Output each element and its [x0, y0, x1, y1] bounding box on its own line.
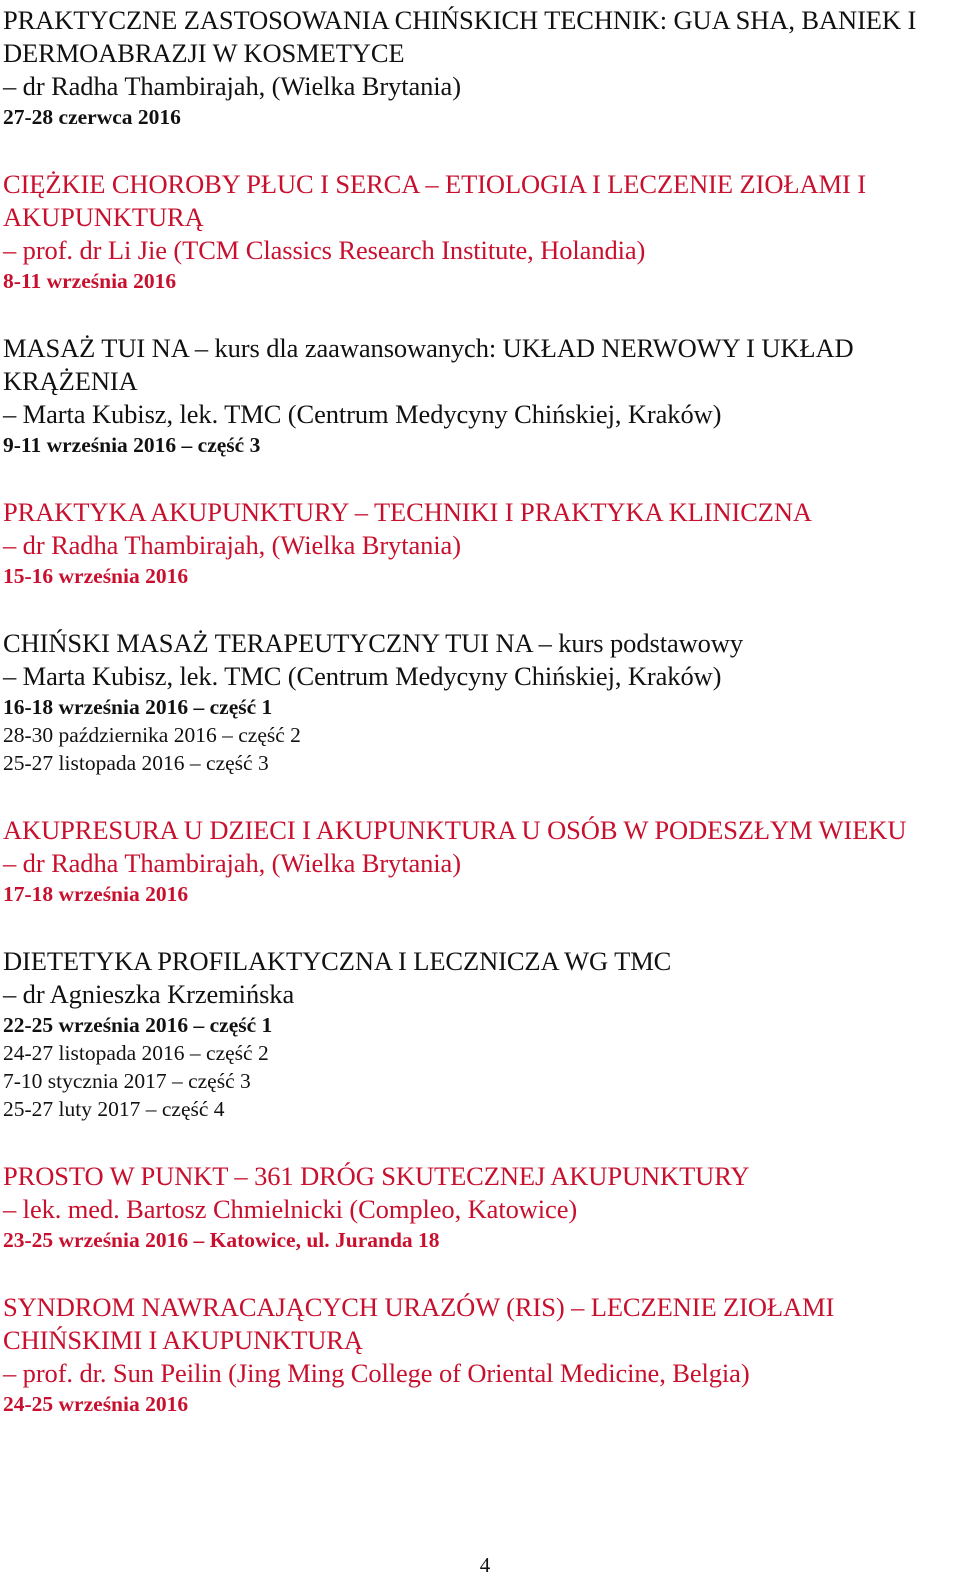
course-lecturer: – dr Radha Thambirajah, (Wielka Brytania) — [3, 71, 461, 101]
course-entry — [3, 4, 953, 131]
course-date: 25-27 luty 2017 – część 4 — [3, 1097, 225, 1121]
course-lecturer: – prof. dr. Sun Peilin (Jing Ming College of Oriental Medicine, Belgia) — [3, 1358, 750, 1388]
course-entry — [3, 627, 953, 777]
course-date: 17-18 września 2016 — [3, 882, 189, 906]
course-list — [3, 4, 953, 1418]
course-lecturer: – Marta Kubisz, lek. TMC (Centrum Medycyny Chińskiej, Kraków) — [3, 399, 722, 429]
course-title: PRAKTYKA AKUPUNKTURY – TECHNIKI I PRAKTYKA KLINICZNA — [3, 497, 812, 527]
course-entry — [3, 496, 953, 590]
course-date: 28-30 października 2016 – część 2 — [3, 723, 301, 747]
page-number: 4 — [479, 1553, 491, 1577]
course-entry — [3, 168, 953, 295]
course-lecturer: – Marta Kubisz, lek. TMC (Centrum Medycyny Chińskiej, Kraków) — [3, 661, 722, 691]
course-title: PRAKTYCZNE ZASTOSOWANIA CHIŃSKICH TECHNIK: GUA SHA, BANIEK I DERMOABRAZJI W KOSMETYCE — [3, 5, 917, 68]
course-title: SYNDROM NAWRACAJĄCYCH URAZÓW (RIS) – LECZENIE ZIOŁAMI CHIŃSKIMI I AKUPUNKTURĄ — [3, 1292, 835, 1355]
course-date: 24-27 listopada 2016 – część 2 — [3, 1041, 269, 1065]
course-date: 24-25 września 2016 — [3, 1392, 189, 1416]
course-lecturer: – dr Agnieszka Krzemińska — [3, 979, 295, 1009]
course-entry — [3, 1160, 953, 1254]
course-title: AKUPRESURA U DZIECI I AKUPUNKTURA U OSÓB W PODESZŁYM WIEKU — [3, 815, 907, 845]
course-lecturer: – prof. dr Li Jie (TCM Classics Research Institute, Holandia) — [3, 235, 646, 265]
course-title: MASAŻ TUI NA – kurs dla zaawansowanych: UKŁAD NERWOWY I UKŁAD KRĄŻENIA — [3, 333, 854, 396]
course-title: PROSTO W PUNKT – 361 DRÓG SKUTECZNEJ AKUPUNKTURY — [3, 1161, 750, 1191]
course-entry — [3, 814, 953, 908]
course-date: 27-28 czerwca 2016 — [3, 105, 181, 129]
course-entry — [3, 945, 953, 1123]
course-lecturer: – dr Radha Thambirajah, (Wielka Brytania) — [3, 848, 461, 878]
course-date: 9-11 września 2016 – część 3 — [3, 433, 261, 457]
course-title: DIETETYKA PROFILAKTYCZNA I LECZNICZA WG TMC — [3, 946, 672, 976]
course-date: 8-11 września 2016 — [3, 269, 177, 293]
course-entry — [3, 332, 953, 459]
course-title: CIĘŻKIE CHOROBY PŁUC I SERCA – ETIOLOGIA I LECZENIE ZIOŁAMI I AKUPUNKTURĄ — [3, 169, 866, 232]
course-date: 7-10 stycznia 2017 – część 3 — [3, 1069, 251, 1093]
course-date: 15-16 września 2016 — [3, 564, 189, 588]
course-date: 25-27 listopada 2016 – część 3 — [3, 751, 269, 775]
course-date: 22-25 września 2016 – część 1 — [3, 1013, 273, 1037]
course-date: 23-25 września 2016 – Katowice, ul. Juranda 18 — [3, 1228, 440, 1252]
course-entry — [3, 1291, 953, 1418]
course-title: CHIŃSKI MASAŻ TERAPEUTYCZNY TUI NA – kurs podstawowy — [3, 628, 743, 658]
course-lecturer: – lek. med. Bartosz Chmielnicki (Compleo, Katowice) — [3, 1194, 578, 1224]
course-lecturer: – dr Radha Thambirajah, (Wielka Brytania) — [3, 530, 461, 560]
course-date: 16-18 września 2016 – część 1 — [3, 695, 273, 719]
